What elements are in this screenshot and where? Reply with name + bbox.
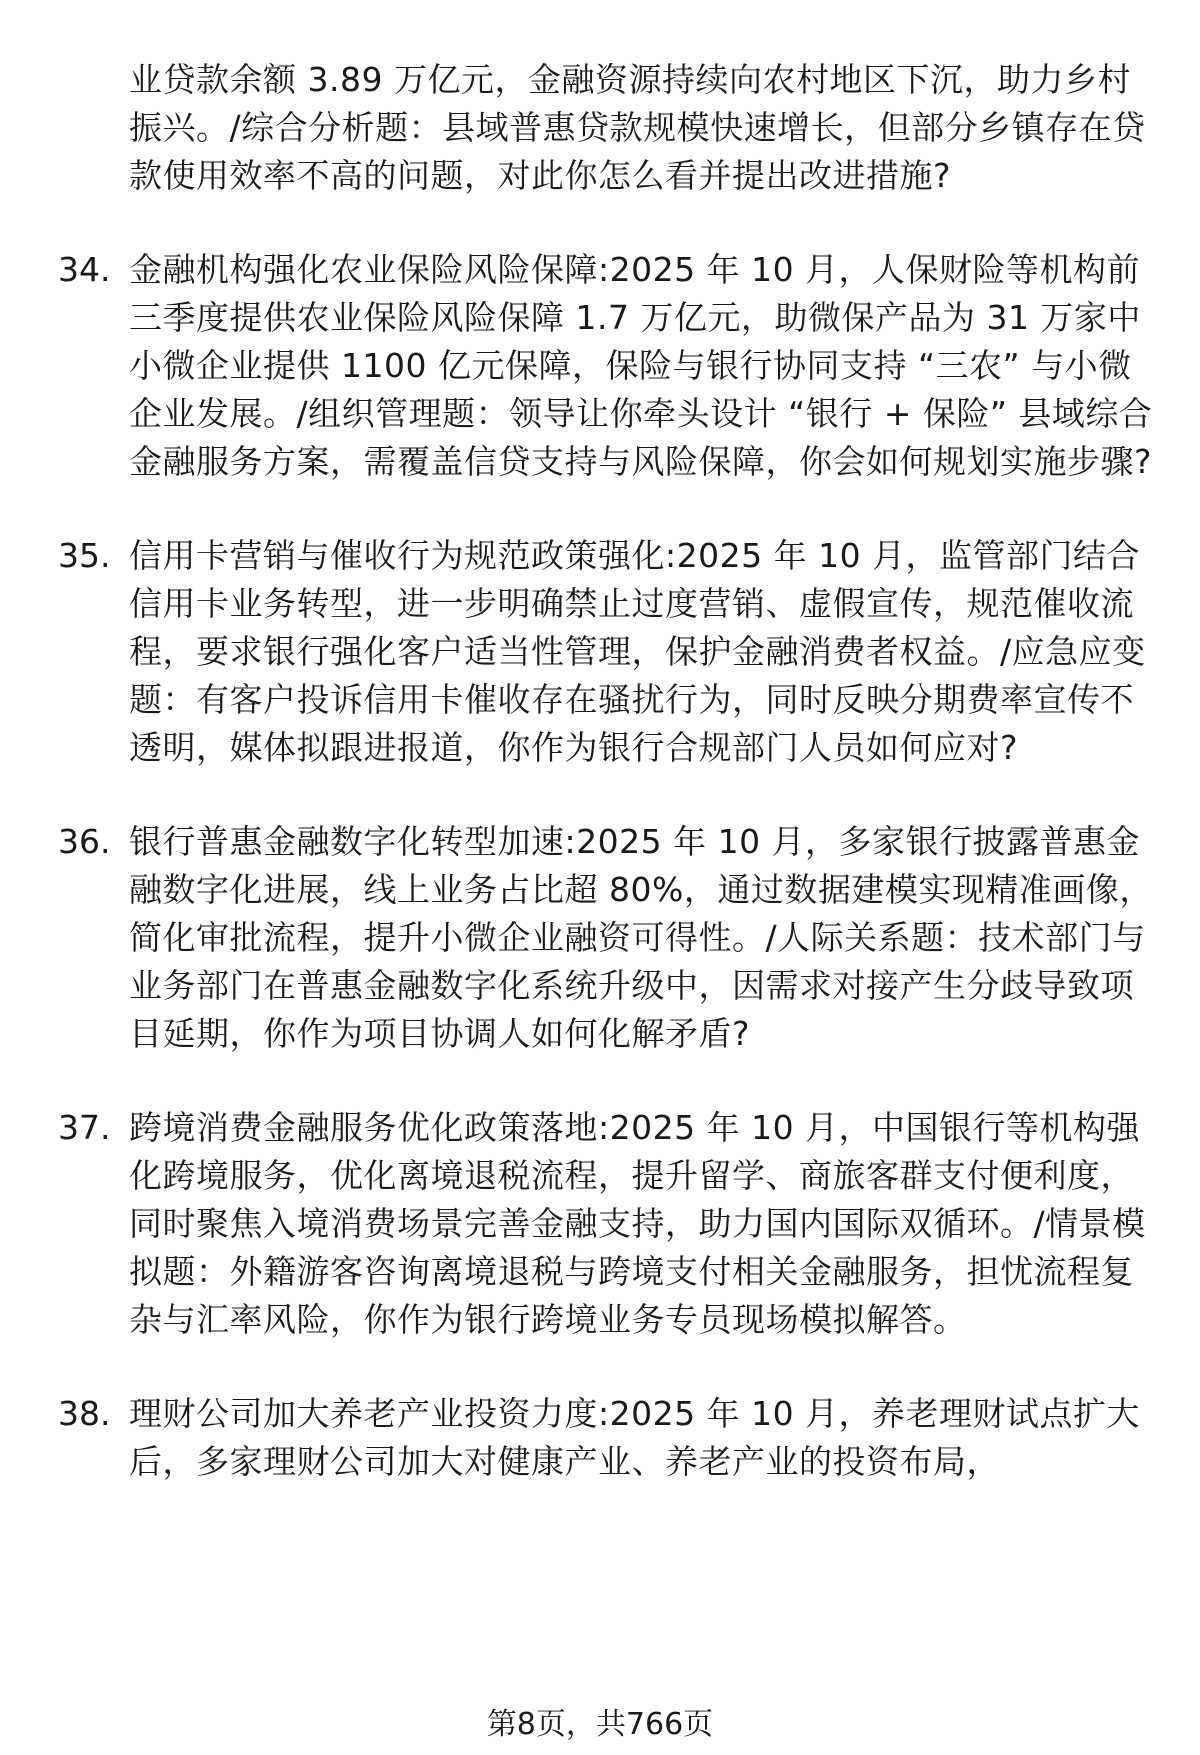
item-number: 36. [58, 822, 111, 861]
item-text: 信用卡营销与催收行为规范政策强化:2025 年 10 月，监管部门结合信用卡业务转型，进一步明确禁止过度营销、虚假宣传，规范催收流程，要求银行强化客户适当性管理，保护金融消费者权益。/应急应变题：有客户投诉信用卡催收存在骚扰行为，同时反映分期费率宣传不透明，媒体拟跟进报道，你作为银行合规部门人员如何应对? [129, 536, 1146, 767]
item-text: 金融机构强化农业保险风险保障:2025 年 10 月，人保财险等机构前三季度提供农业保险风险保障 1.7 万亿元，助微保产品为 31 万家中小微企业提供 1100 亿元保障，保险与银行协同支持 “三农” 与小微企业发展。/组织管理题：领导让你牵头设计 “银行 + 保险” 县域综合金融服务方案，需覆盖信贷支持与风险保障，你会如何规划实施步骤? [129, 250, 1153, 481]
item-number: 37. [58, 1108, 111, 1147]
list-item [0, 56, 1200, 200]
list-item [0, 1390, 1200, 1486]
item-number: 34. [58, 250, 111, 289]
question-list [0, 56, 1200, 1532]
item-number: 35. [58, 536, 111, 575]
item-number: 38. [58, 1394, 111, 1433]
list-item [0, 818, 1200, 1058]
item-text: 业贷款余额 3.89 万亿元，金融资源持续向农村地区下沉，助力乡村振兴。/综合分析题：县域普惠贷款规模快速增长，但部分乡镇存在贷款使用效率不高的问题，对此你怎么看并提出改进措施? [129, 60, 1146, 195]
item-text: 银行普惠金融数字化转型加速:2025 年 10 月，多家银行披露普惠金融数字化进展，线上业务占比超 80%，通过数据建模实现精准画像，简化审批流程，提升小微企业融资可得性。/人际关系题：技术部门与业务部门在普惠金融数字化系统升级中，因需求对接产生分歧导致项目延期，你作为项目协调人如何化解矛盾? [129, 822, 1153, 1053]
list-item [0, 532, 1200, 772]
list-item [0, 1104, 1200, 1344]
page-footer: 第8页，共766页 [486, 1707, 714, 1742]
item-text: 理财公司加大养老产业投资力度:2025 年 10 月，养老理财试点扩大后，多家理财公司加大对健康产业、养老产业的投资布局， [129, 1394, 1141, 1481]
item-text: 跨境消费金融服务优化政策落地:2025 年 10 月，中国银行等机构强化跨境服务，优化离境退税流程，提升留学、商旅客群支付便利度，同时聚焦入境消费场景完善金融支持，助力国内国际双循环。/情景模拟题：外籍游客咨询离境退税与跨境支付相关金融服务，担忧流程复杂与汇率风险，你作为银行跨境业务专员现场模拟解答。 [129, 1108, 1146, 1339]
list-item [0, 246, 1200, 486]
